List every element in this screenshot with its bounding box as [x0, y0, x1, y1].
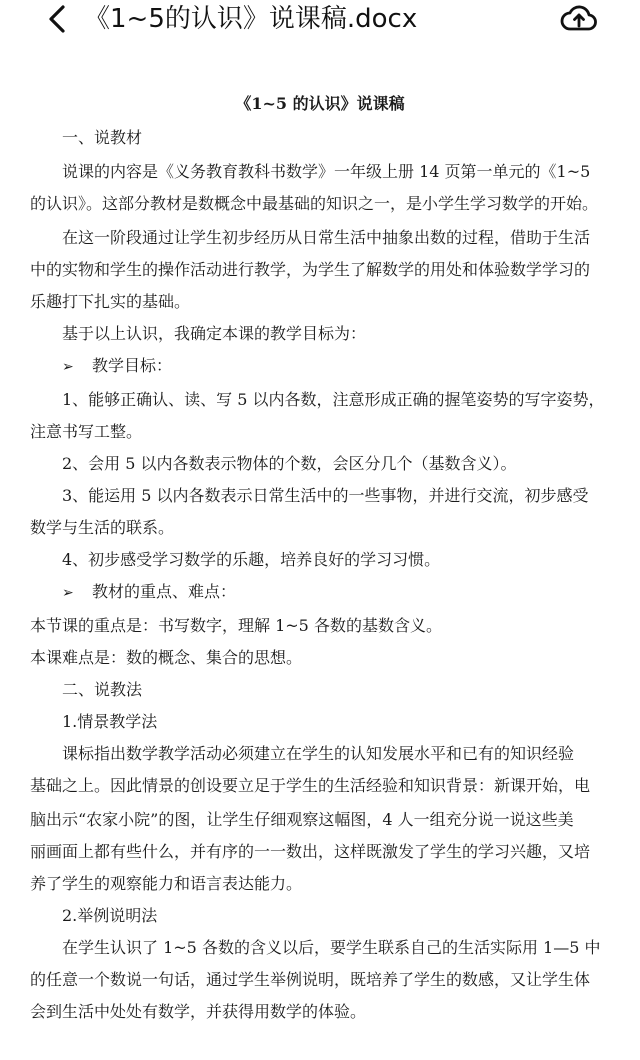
- bullet-heading: [62, 354, 640, 379]
- subsection-heading: 1.情景教学法: [62, 712, 158, 731]
- back-button[interactable]: [40, 2, 74, 36]
- cloud-upload-icon: [560, 2, 598, 34]
- paragraph-line: 乐趣打下扎实的基础。: [30, 292, 191, 311]
- bullet-arrow-icon: ➢: [62, 359, 74, 375]
- bullet-label: 教学目标：: [92, 356, 173, 375]
- bullet-heading: [62, 580, 640, 605]
- paragraph-line: 基于以上认识，我确定本课的教学目标为：: [62, 324, 367, 343]
- cloud-upload-button[interactable]: [558, 0, 600, 36]
- paragraph-line: 基础之上。因此情景的创设要立足于学生的生活经验和知识背景：新课开始，电: [30, 776, 591, 795]
- paragraph-line: 的任意一个数说一句话，通过学生举例说明，既培养了学生的数感，又让学生体: [30, 970, 591, 989]
- paragraph-line: 注意书写工整。: [30, 422, 143, 441]
- paragraph-line: 本节课的重点是：书写数字，理解 1~5 各数的基数含义。: [30, 616, 442, 635]
- paragraph-line: 会到生活中处处有数学，并获得用数学的体验。: [30, 1002, 367, 1021]
- paragraph-line: 中的实物和学生的操作活动进行教学，为学生了解数学的用处和体验数学学习的: [30, 260, 591, 279]
- bullet-arrow-icon: ➢: [62, 585, 74, 601]
- subsection-heading: 2.举例说明法: [62, 906, 158, 925]
- section-heading: 二、说教法: [62, 680, 143, 699]
- paragraph-line: 数学与生活的联系。: [30, 518, 175, 537]
- file-title: 《1~5的认识》说课稿.docx: [84, 4, 418, 34]
- paragraph-line: 2、会用 5 以内各数表示物体的个数，会区分几个（基数含义）。: [62, 454, 517, 473]
- paragraph-line: 在这一阶段通过让学生初步经历从日常生活中抽象出数的过程，借助于生活: [62, 228, 591, 247]
- section-heading: 一、说教材: [62, 128, 143, 147]
- app-header: [0, 0, 640, 40]
- paragraph-line: 在学生认识了 1~5 各数的含义以后，要学生联系自己的生活实际用 1—5 中: [62, 938, 601, 957]
- paragraph-line: 养了学生的观察能力和语言表达能力。: [30, 874, 303, 893]
- paragraph-line: 课标指出数学教学活动必须建立在学生的认知发展水平和已有的知识经验: [62, 744, 575, 763]
- document-title: 《1~5 的认识》说课稿: [235, 94, 405, 113]
- paragraph-line: 说课的内容是《义务教育教科书数学》一年级上册 14 页第一单元的《1~5: [62, 162, 591, 181]
- chevron-left-icon: [45, 4, 69, 34]
- paragraph-line: 1、能够正确认、读、写 5 以内各数，注意形成正确的握笔姿势的写字姿势，: [62, 390, 605, 409]
- paragraph-line: 3、能运用 5 以内各数表示日常生活中的一些事物，并进行交流，初步感受: [62, 486, 589, 505]
- paragraph-line: 本课难点是：数的概念、集合的思想。: [30, 648, 303, 667]
- paragraph-line: 4、初步感受学习数学的乐趣，培养良好的学习习惯。: [62, 550, 441, 569]
- paragraph-line: 的认识》。这部分教材是数概念中最基础的知识之一，是小学生学习数学的开始。: [30, 194, 599, 213]
- paragraph-line: 丽画面上都有些什么，并有序的一一数出，这样既激发了学生的学习兴趣，又培: [30, 842, 591, 861]
- bullet-label: 教材的重点、难点：: [92, 582, 237, 601]
- paragraph-line: 脑出示“农家小院”的图，让学生仔细观察这幅图，4 人一组充分说一说这些美: [30, 810, 574, 829]
